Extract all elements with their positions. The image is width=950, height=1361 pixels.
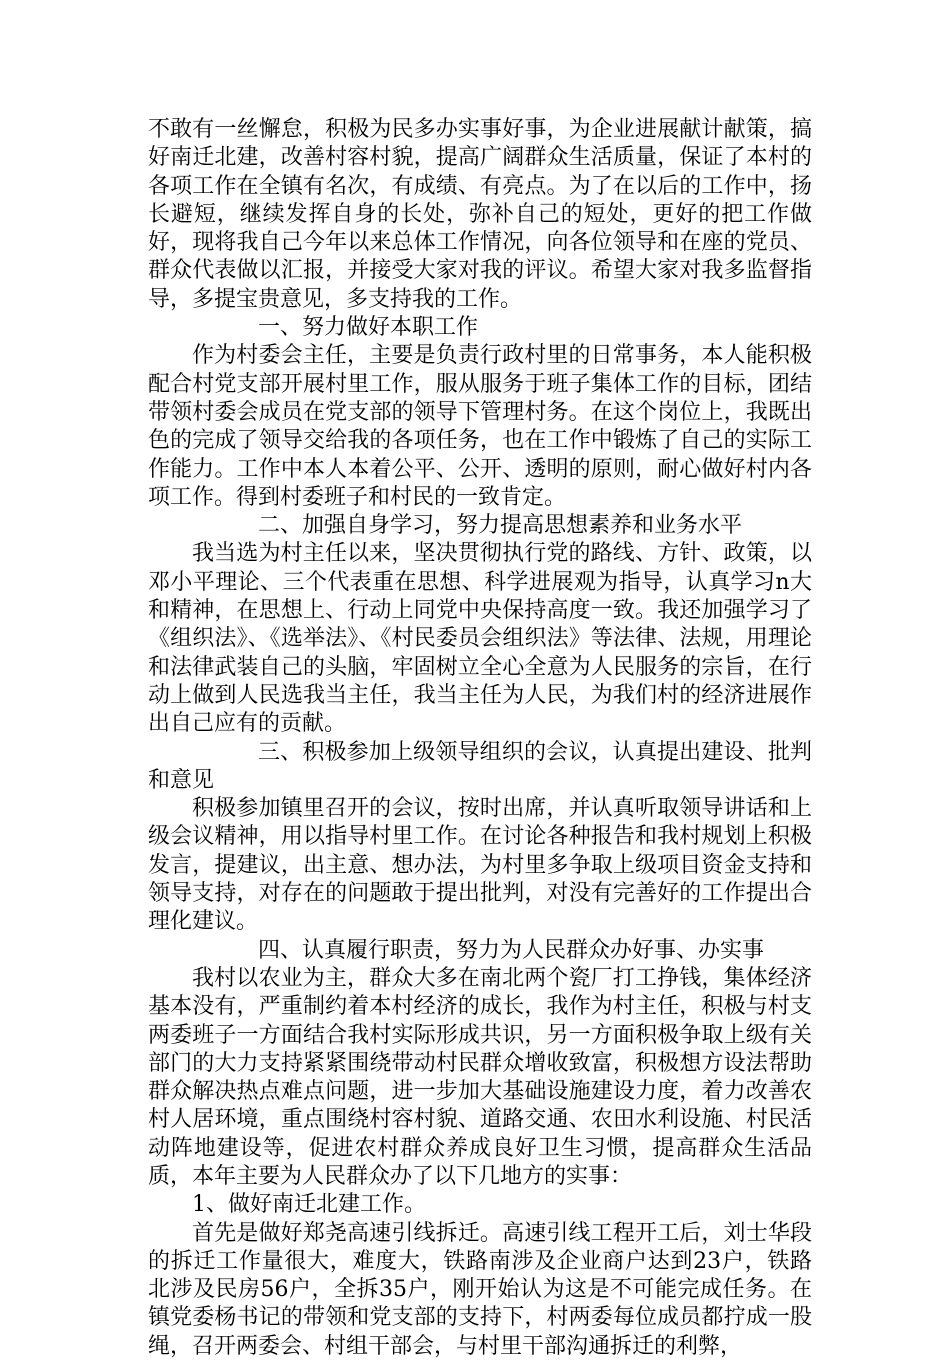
section-heading: 三、积极参加上级领导组织的会议，认真提出建设、批判和意见: [148, 739, 812, 793]
section-heading: 四、认真履行职责，努力为人民群众办好事、办实事: [258, 937, 765, 963]
section-heading: 一、努力做好本职工作: [258, 315, 479, 341]
body-paragraph: 首先是做好郑尧高速引线拆迁。高速引线工程开工后，刘士华段的拆迁工作量很大，难度大，铁路南涉及企业商户达到23户，铁路北涉及民房56户，全拆35户，刚开始认为这是不可能完成任务。在镇党委杨书记的带领和党支部的支持下，村两委每位成员都拧成一股绳，召开两委会、村组干部会，与村里干部沟通拆迁的利弊，: [148, 1220, 812, 1359]
document-page: [148, 116, 812, 1361]
body-paragraph: 积极参加镇里召开的会议，按时出席，并认真听取领导讲话和上级会议精神，用以指导村里工作。在讨论各种报告和我村规划上积极发言，提建议，出主意、想办法，为村里多争取上级项目资金支持和领导支持，对存在的问题敢于提出批判，对没有完善好的工作提出合理化建议。: [148, 796, 812, 935]
body-paragraph: 我村以农业为主，群众大多在南北两个瓷厂打工挣钱，集体经济基本没有，严重制约着本村经济的成长，我作为村主任，积极与村支两委班子一方面结合我村实际形成共识，另一方面积极争取上级有关部门的大力支持紧紧围绕带动村民群众增收致富，积极想方设法帮助群众解决热点难点问题，进一步加大基础设施建设力度，着力改善农村人居环境，重点围绕村容村貌、道路交通、农田水利设施、村民活动阵地建设等，促进农村群众养成良好卫生习惯，提高群众生活品质，本年主要为人民群众办了以下几地方的实事：: [148, 965, 812, 1189]
body-paragraph: 我当选为村主任以来，坚决贯彻执行党的路线、方针、政策，以邓小平理论、三个代表重在思想、科学进展观为指导，认真学习n大和精神，在思想上、行动上同党中央保持高度一致。我还加强学习了《组织法》、《选举法》、《村民委员会组织法》等法律、法规，用理论和法律武装自己的头脑，牢固树立全心全意为人民服务的宗旨，在行动上做到人民选我当主任，我当主任为人民，为我们村的经济进展作出自己应有的贡献。: [148, 541, 812, 737]
body-paragraph: 作为村委会主任，主要是负责行政村里的日常事务，本人能积极配合村党支部开展村里工作，服从服务于班子集体工作的目标，团结带领村委会成员在党支部的领导下管理村务。在这个岗位上，我既出色的完成了领导交给我的各项任务，也在工作中锻炼了自己的实际工作能力。工作中本人本着公平、公开、透明的原则，耐心做好村内各项工作。得到村委班子和村民的一致肯定。: [148, 343, 812, 510]
section-heading: 二、加强自身学习，努力提高思想素养和业务水平: [258, 513, 743, 539]
body-paragraph: 不敢有一丝懈怠，积极为民多办实事好事，为企业进展献计献策，搞好南迁北建，改善村容村貌，提高广阔群众生活质量，保证了本村的各项工作在全镇有名次，有成绩、有亮点。为了在以后的工作中，扬长避短，继续发挥自身的长处，弥补自己的短处，更好的把工作做好，现将我自己今年以来总体工作情况，向各位领导和在座的党员、群众代表做以汇报，并接受大家对我的评议。希望大家对我多监督指导，多提宝贵意见，多支持我的工作。: [148, 117, 812, 312]
subsection-heading: 1、做好南迁北建工作。: [192, 1192, 426, 1218]
